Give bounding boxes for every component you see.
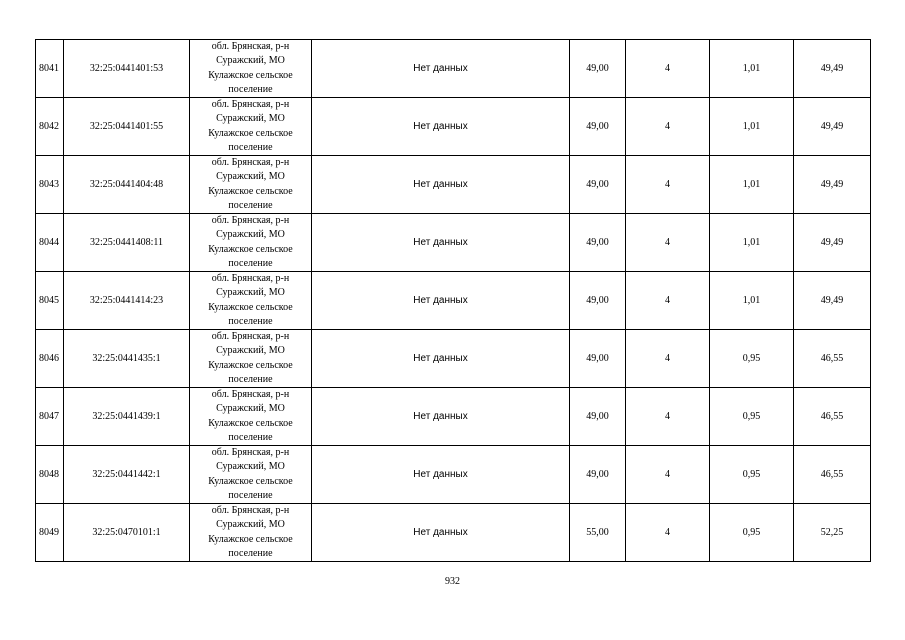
cadastral-number-cell: 32:25:0441414:23 <box>64 272 190 330</box>
area-cell: 49,00 <box>570 214 626 272</box>
address-line: обл. Брянская, р-н <box>211 505 290 517</box>
address-cell <box>190 272 312 330</box>
group-cell: 4 <box>626 330 710 388</box>
area-cell: 49,00 <box>570 156 626 214</box>
address-line: Суражский, МО <box>216 171 285 183</box>
table-row <box>36 98 871 156</box>
total-cell: 49,49 <box>794 40 871 98</box>
address-line: Кулажское сельское <box>208 185 293 197</box>
row-number-cell: 8042 <box>36 98 64 156</box>
group-cell: 4 <box>626 214 710 272</box>
row-number-cell: 8049 <box>36 504 64 562</box>
address-cell <box>190 98 312 156</box>
total-cell: 49,49 <box>794 214 871 272</box>
address-line: Кулажское сельское <box>208 533 293 545</box>
group-cell: 4 <box>626 98 710 156</box>
address-line: Кулажское сельское <box>208 475 293 487</box>
cadastral-number-cell: 32:25:0441442:1 <box>64 446 190 504</box>
table-body <box>36 40 871 562</box>
area-cell: 55,00 <box>570 504 626 562</box>
coefficient-cell: 0,95 <box>710 446 794 504</box>
total-cell: 49,49 <box>794 156 871 214</box>
coefficient-cell: 0,95 <box>710 388 794 446</box>
row-number-cell: 8041 <box>36 40 64 98</box>
status-cell: Нет данных <box>312 156 570 214</box>
table-row <box>36 446 871 504</box>
table-row <box>36 272 871 330</box>
address-line: обл. Брянская, р-н <box>211 447 290 459</box>
area-cell: 49,00 <box>570 40 626 98</box>
cadastral-number-cell: 32:25:0441439:1 <box>64 388 190 446</box>
address-cell <box>190 330 312 388</box>
address-cell <box>190 446 312 504</box>
total-cell: 49,49 <box>794 98 871 156</box>
total-cell: 49,49 <box>794 272 871 330</box>
document-page <box>35 39 870 562</box>
row-number-cell: 8048 <box>36 446 64 504</box>
address-line: Кулажское сельское <box>208 301 293 313</box>
address-line: поселение <box>228 141 273 153</box>
coefficient-cell: 0,95 <box>710 504 794 562</box>
status-cell: Нет данных <box>312 504 570 562</box>
coefficient-cell: 1,01 <box>710 40 794 98</box>
coefficient-cell: 1,01 <box>710 156 794 214</box>
coefficient-cell: 0,95 <box>710 330 794 388</box>
page-number: 932 <box>445 576 460 587</box>
row-number-cell: 8043 <box>36 156 64 214</box>
cadastral-number-cell: 32:25:0441401:53 <box>64 40 190 98</box>
address-line: обл. Брянская, р-н <box>211 157 290 169</box>
address-line: поселение <box>228 431 273 443</box>
address-line: Кулажское сельское <box>208 417 293 429</box>
row-number-cell: 8045 <box>36 272 64 330</box>
address-line: поселение <box>228 547 273 559</box>
address-line: обл. Брянская, р-н <box>211 273 290 285</box>
address-line: поселение <box>228 373 273 385</box>
group-cell: 4 <box>626 272 710 330</box>
status-cell: Нет данных <box>312 40 570 98</box>
cadastral-number-cell: 32:25:0441408:11 <box>64 214 190 272</box>
address-line: поселение <box>228 83 273 95</box>
address-line: поселение <box>228 257 273 269</box>
total-cell: 46,55 <box>794 330 871 388</box>
address-line: Суражский, МО <box>216 519 285 531</box>
area-cell: 49,00 <box>570 272 626 330</box>
address-line: поселение <box>228 315 273 327</box>
cadastral-number-cell: 32:25:0470101:1 <box>64 504 190 562</box>
address-cell <box>190 214 312 272</box>
address-line: поселение <box>228 489 273 501</box>
row-number-cell: 8047 <box>36 388 64 446</box>
total-cell: 52,25 <box>794 504 871 562</box>
table-row <box>36 330 871 388</box>
address-line: Кулажское сельское <box>208 359 293 371</box>
land-plots-table <box>35 39 871 562</box>
area-cell: 49,00 <box>570 330 626 388</box>
address-line: обл. Брянская, р-н <box>211 41 290 53</box>
row-number-cell: 8044 <box>36 214 64 272</box>
address-line: обл. Брянская, р-н <box>211 215 290 227</box>
address-line: Суражский, МО <box>216 287 285 299</box>
address-line: Суражский, МО <box>216 229 285 241</box>
address-line: обл. Брянская, р-н <box>211 389 290 401</box>
total-cell: 46,55 <box>794 446 871 504</box>
address-line: Кулажское сельское <box>208 243 293 255</box>
address-line: Суражский, МО <box>216 55 285 67</box>
status-cell: Нет данных <box>312 98 570 156</box>
address-cell <box>190 504 312 562</box>
cadastral-number-cell: 32:25:0441435:1 <box>64 330 190 388</box>
group-cell: 4 <box>626 504 710 562</box>
address-line: Суражский, МО <box>216 461 285 473</box>
address-cell <box>190 388 312 446</box>
group-cell: 4 <box>626 388 710 446</box>
area-cell: 49,00 <box>570 98 626 156</box>
group-cell: 4 <box>626 446 710 504</box>
address-line: Суражский, МО <box>216 345 285 357</box>
address-line: Суражский, МО <box>216 113 285 125</box>
address-line: Кулажское сельское <box>208 69 293 81</box>
coefficient-cell: 1,01 <box>710 214 794 272</box>
status-cell: Нет данных <box>312 330 570 388</box>
address-cell <box>190 156 312 214</box>
status-cell: Нет данных <box>312 388 570 446</box>
address-line: обл. Брянская, р-н <box>211 331 290 343</box>
table-row <box>36 40 871 98</box>
status-cell: Нет данных <box>312 272 570 330</box>
address-line: поселение <box>228 199 273 211</box>
table-row <box>36 388 871 446</box>
table-row <box>36 504 871 562</box>
row-number-cell: 8046 <box>36 330 64 388</box>
group-cell: 4 <box>626 40 710 98</box>
area-cell: 49,00 <box>570 388 626 446</box>
cadastral-number-cell: 32:25:0441401:55 <box>64 98 190 156</box>
coefficient-cell: 1,01 <box>710 98 794 156</box>
coefficient-cell: 1,01 <box>710 272 794 330</box>
cadastral-number-cell: 32:25:0441404:48 <box>64 156 190 214</box>
address-cell <box>190 40 312 98</box>
status-cell: Нет данных <box>312 446 570 504</box>
total-cell: 46,55 <box>794 388 871 446</box>
address-line: Кулажское сельское <box>208 127 293 139</box>
address-line: Суражский, МО <box>216 403 285 415</box>
group-cell: 4 <box>626 156 710 214</box>
address-line: обл. Брянская, р-н <box>211 99 290 111</box>
table-row <box>36 156 871 214</box>
status-cell: Нет данных <box>312 214 570 272</box>
table-row <box>36 214 871 272</box>
area-cell: 49,00 <box>570 446 626 504</box>
